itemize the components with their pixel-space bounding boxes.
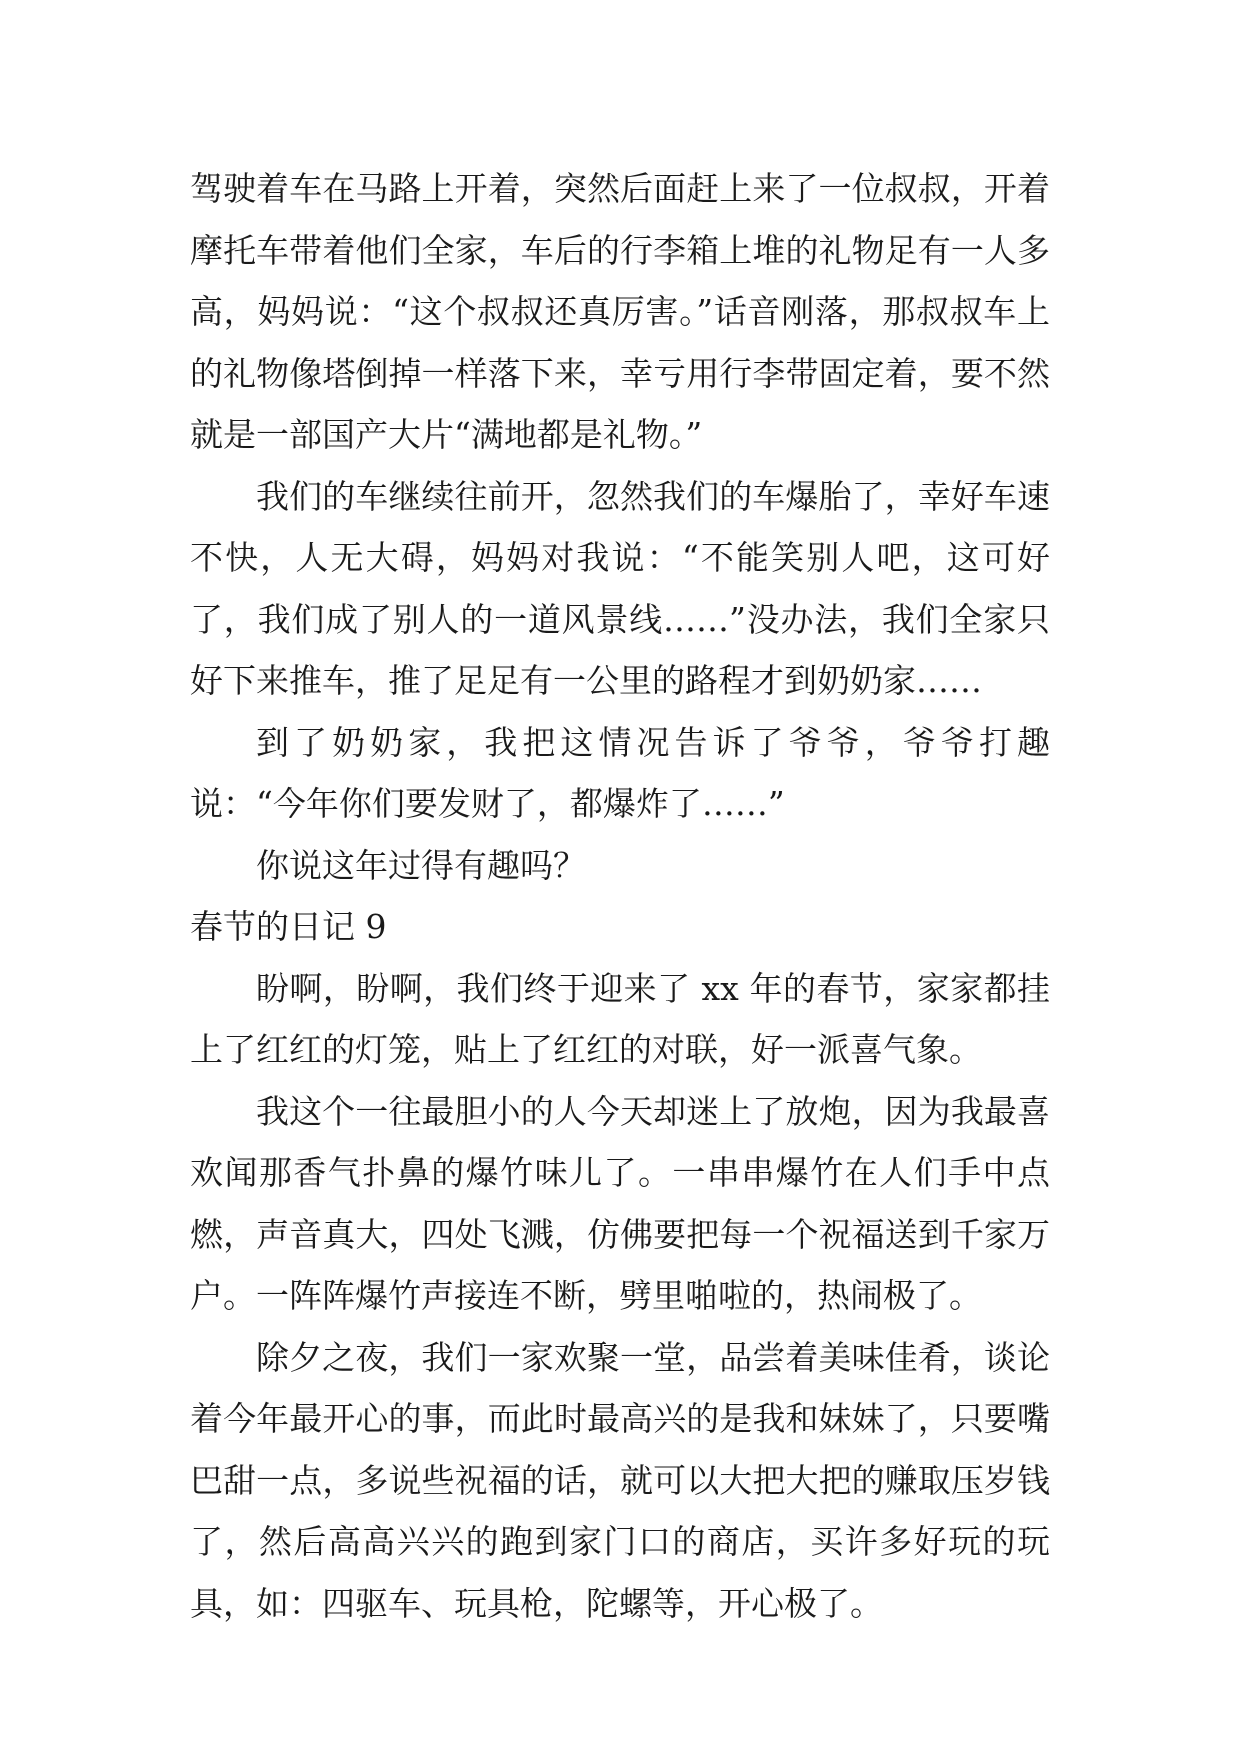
paragraph: 你说这年过得有趣吗？ — [256, 845, 586, 885]
paragraph: 盼啊，盼啊，我们终于迎来了 xx 年的春节，家家都挂上了红红的灯笼，贴上了红红的对联，好一派喜气象。 — [190, 968, 1050, 1069]
document-body — [190, 158, 1050, 1634]
paragraph: 驾驶着车在马路上开着，突然后面赶上来了一位叔叔，开着摩托车带着他们全家，车后的行李箱上堆的礼物足有一人多高，妈妈说：“这个叔叔还真厉害。”话音刚落，那叔叔车上的礼物像塔倒掉一样落下来，幸亏用行李带固定着，要不然就是一部国产大片“满地都是礼物。” — [190, 169, 1050, 454]
paragraph: 除夕之夜，我们一家欢聚一堂，品尝着美味佳肴，谈论着今年最开心的事，而此时最高兴的是我和妹妹了，只要嘴巴甜一点，多说些祝福的话，就可以大把大把的赚取压岁钱了，然后高高兴兴的跑到家门口的商店，买许多好玩的玩具，如：四驱车、玩具枪，陀螺等，开心极了。 — [190, 1337, 1050, 1623]
paragraph: 到了奶奶家，我把这情况告诉了爷爷，爷爷打趣说：“今年你们要发财了，都爆炸了……” — [190, 722, 1050, 823]
paragraph: 我们的车继续往前开，忽然我们的车爆胎了，幸好车速不快，人无大碍，妈妈对我说：“不能笑别人吧，这可好了，我们成了别人的一道风景线……”没办法，我们全家只好下来推车，推了足足有一公里的路程才到奶奶家…… — [190, 476, 1050, 700]
section-title: 春节的日记 9 — [190, 907, 387, 946]
paragraph: 我这个一往最胆小的人今天却迷上了放炮，因为我最喜欢闻那香气扑鼻的爆竹味儿了。一串串爆竹在人们手中点燃，声音真大，四处飞溅，仿佛要把每一个祝福送到千家万户。一阵阵爆竹声接连不断，劈里啪啦的，热闹极了。 — [190, 1091, 1050, 1315]
